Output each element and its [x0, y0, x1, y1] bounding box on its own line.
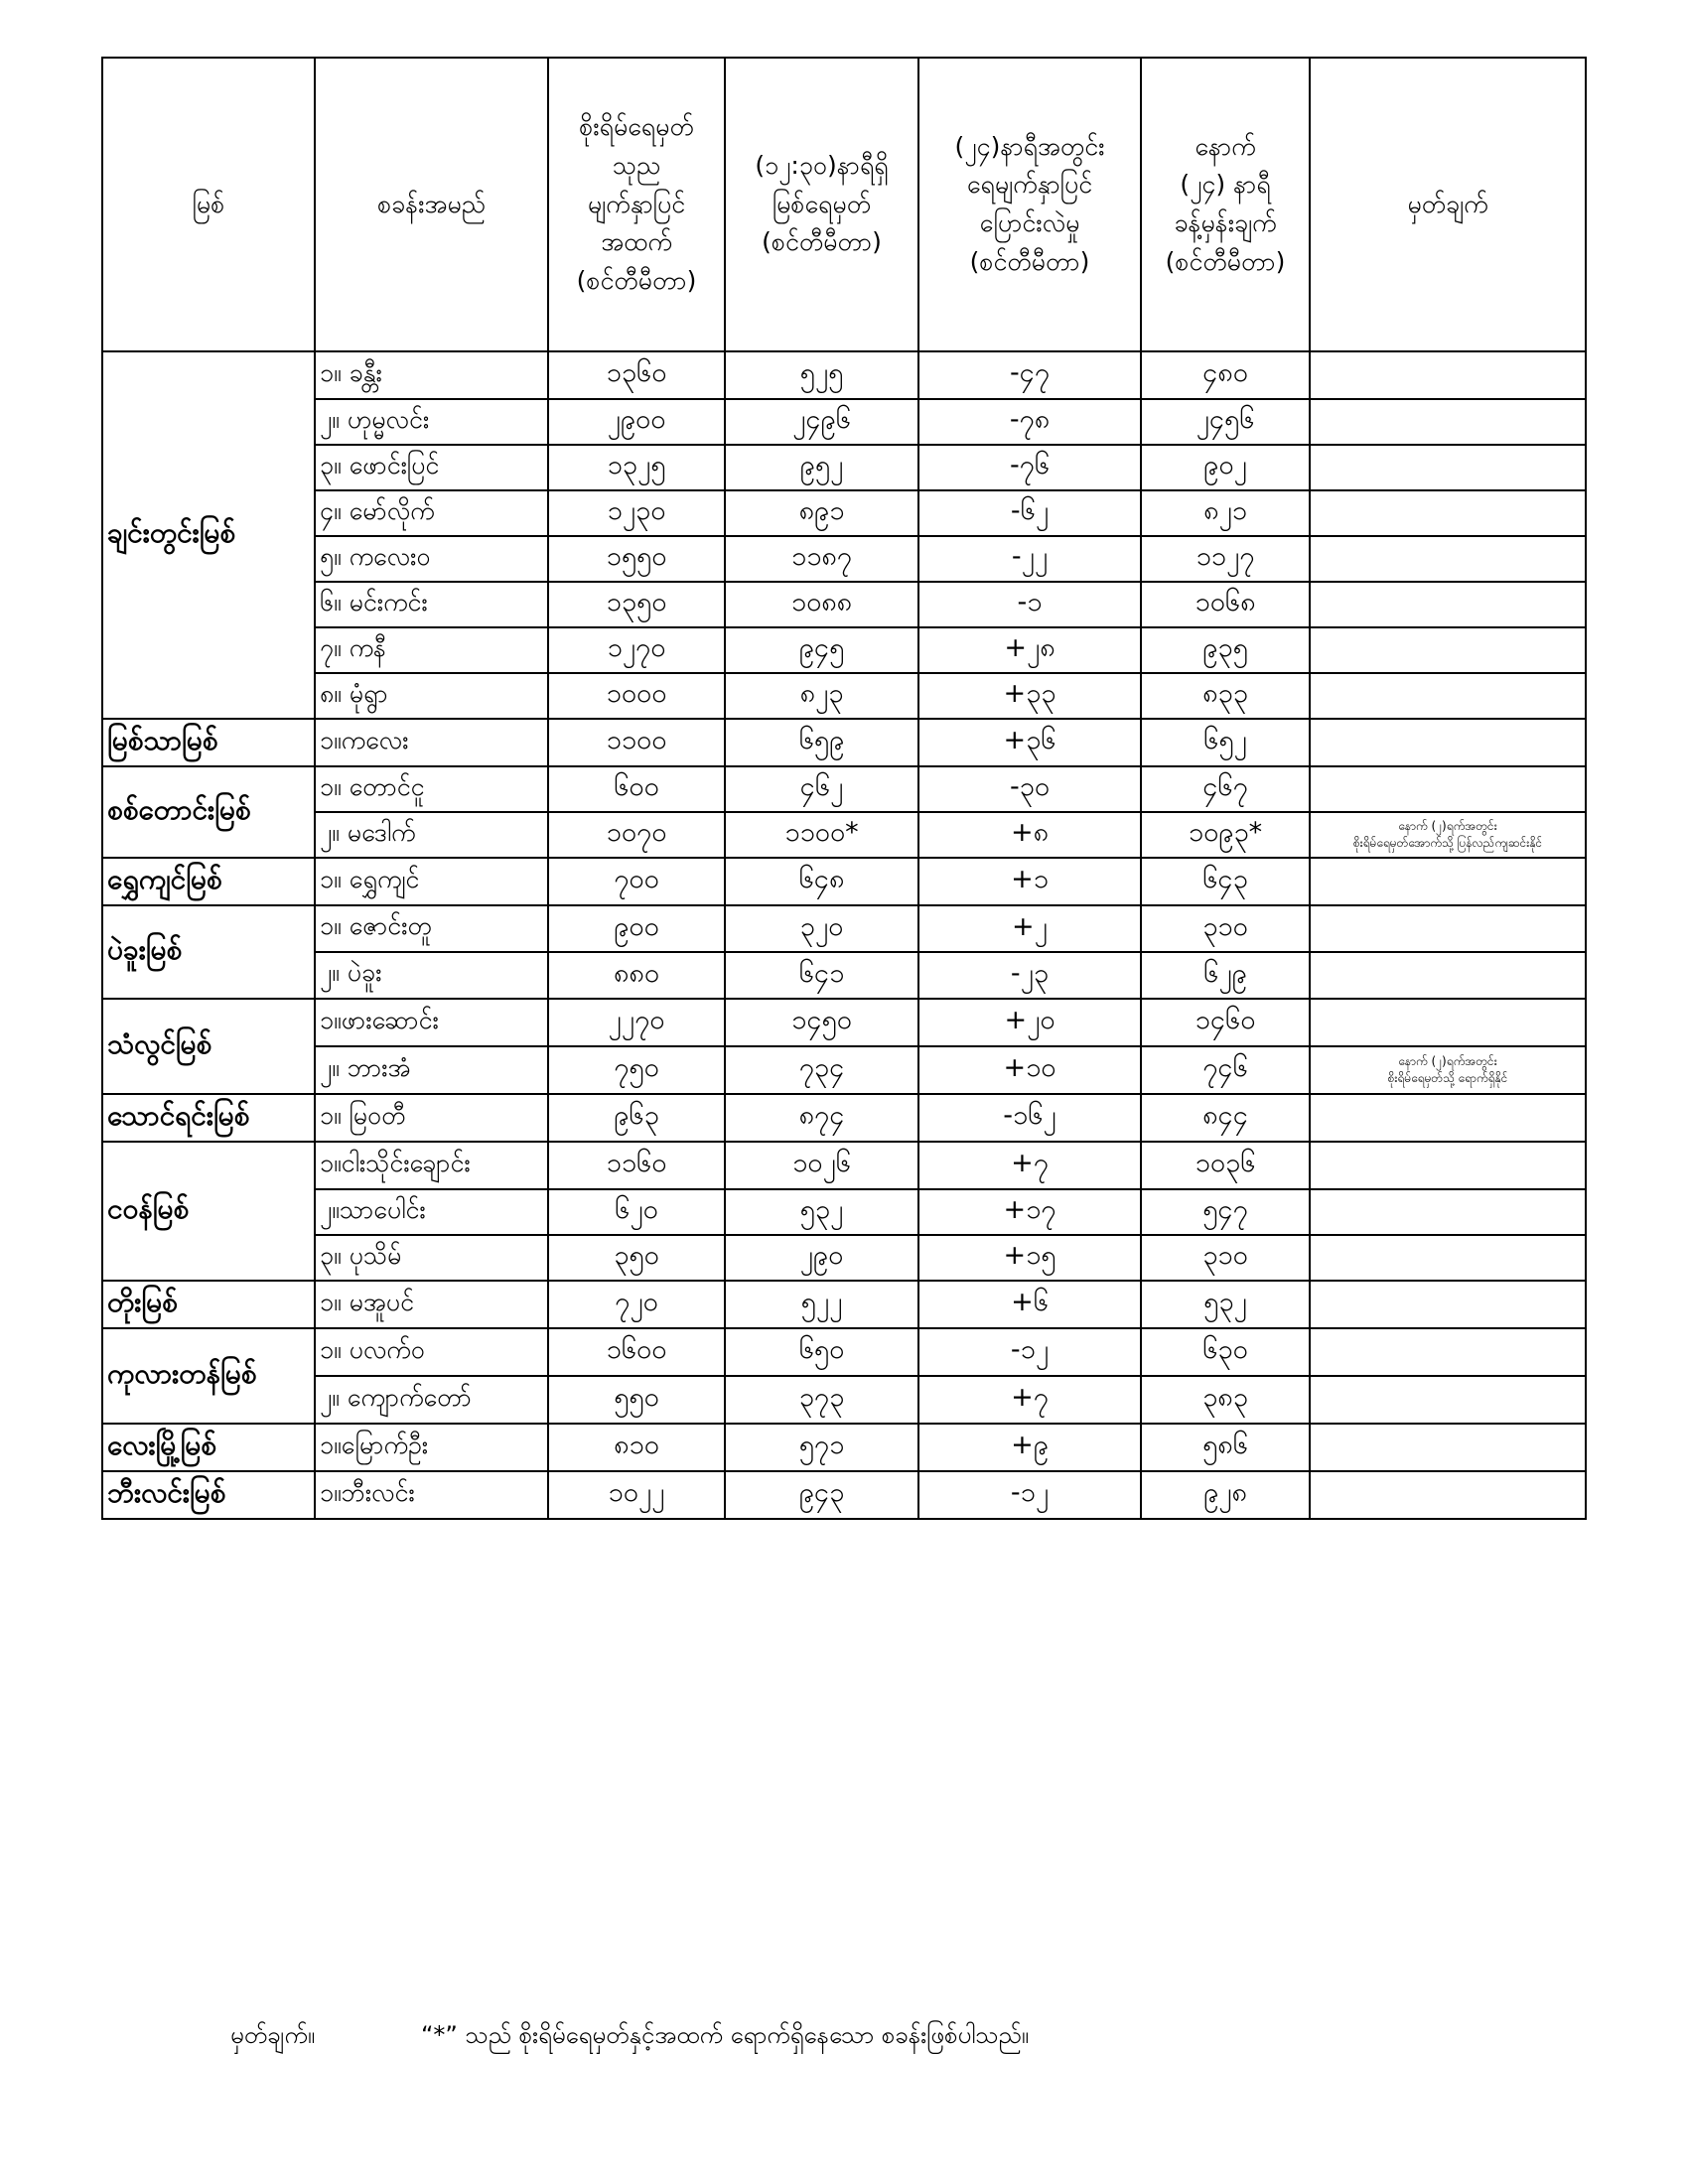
current-level-value: ၄၆၂ [725, 766, 918, 812]
current-level-value: ၉၅၂ [725, 445, 918, 490]
table-row [102, 1046, 1586, 1094]
river-name: ကုလားတန်မြစ် [102, 1328, 315, 1424]
change-value: -၃၀ [918, 766, 1141, 812]
danger-level-value: ၁၁၆၀ [548, 1142, 725, 1189]
remark-cell [1310, 1424, 1586, 1471]
remark-cell [1310, 1094, 1586, 1142]
current-level-value: ၈၉၁ [725, 490, 918, 536]
station-name: ၁။ ခန္တီး [315, 351, 548, 399]
table-row [102, 1328, 1586, 1376]
header-line: အထက် [601, 227, 672, 257]
change-value: -၇၆ [918, 445, 1141, 490]
forecast-value: ၃၁၀ [1141, 905, 1310, 952]
station-name: ၂။ ပဲခူး [315, 952, 548, 999]
forecast-value: ၉၃၅ [1141, 627, 1310, 673]
table-row [102, 1189, 1586, 1235]
change-value: +၁၅ [918, 1235, 1141, 1281]
danger-level-value: ၁၃၆၀ [548, 351, 725, 399]
header-line: စိုးရိမ်ရေမှတ် [579, 112, 694, 142]
danger-level-value: ၁၃၂၅ [548, 445, 725, 490]
table-row [102, 673, 1586, 719]
table-row [102, 1424, 1586, 1471]
change-value: -၁၆၂ [918, 1094, 1141, 1142]
remark-cell [1310, 905, 1586, 952]
danger-level-value: ၁၆၀၀ [548, 1328, 725, 1376]
table-row [102, 1094, 1586, 1142]
station-name: ၂။ ဟုမ္မလင်း [315, 399, 548, 445]
header-danger-level [548, 58, 725, 351]
current-level-value: ၃၂၀ [725, 905, 918, 952]
forecast-value: ၅၄၇ [1141, 1189, 1310, 1235]
forecast-value: ၁၀၃၆ [1141, 1142, 1310, 1189]
forecast-value: ၁၀၉၃* [1141, 812, 1310, 858]
danger-level-value: ၈၁၀ [548, 1424, 725, 1471]
remark-cell [1310, 812, 1586, 858]
change-value: +၁ [918, 858, 1141, 905]
header-line: သုည [612, 150, 661, 180]
table-row [102, 536, 1586, 582]
danger-level-value: ၁၀၂၂ [548, 1471, 725, 1519]
current-level-value: ၆၅၀ [725, 1328, 918, 1376]
table-row [102, 812, 1586, 858]
change-value: +၃၆ [918, 719, 1141, 766]
footnote-text: “*” သည် စိုးရိမ်ရေမှတ်နှင့်အထက် ရောက်ရှိနေသော စခန်းဖြစ်ပါသည်။ [421, 2021, 1030, 2049]
station-name: ၁။ ဇောင်းတူ [315, 905, 548, 952]
forecast-value: ၃၁၀ [1141, 1235, 1310, 1281]
station-name: ၅။ ကလေးဝ [315, 536, 548, 582]
header-line: (၂၄) နာရီ [1180, 170, 1271, 200]
forecast-value: ၅၈၆ [1141, 1424, 1310, 1471]
change-value: -၂၃ [918, 952, 1141, 999]
station-name: ၆။ မင်းကင်း [315, 582, 548, 627]
forecast-value: ၆၂၉ [1141, 952, 1310, 999]
remark-cell [1310, 766, 1586, 812]
station-name: ၁။ဖားဆောင်း [315, 999, 548, 1046]
change-value: +၇ [918, 1142, 1141, 1189]
table-row [102, 1281, 1586, 1328]
danger-level-value: ၁၁၀၀ [548, 719, 725, 766]
station-name: ၂။ မဒေါက် [315, 812, 548, 858]
remark-cell [1310, 490, 1586, 536]
remark-cell [1310, 858, 1586, 905]
current-level-value: ၂၄၉၆ [725, 399, 918, 445]
change-value: +၈ [918, 812, 1141, 858]
table-row [102, 999, 1586, 1046]
station-name: ၁။ကလေး [315, 719, 548, 766]
remark-line: စိုးရိမ်ရေမှတ်သို့ ရောက်ရှိနိုင် [1387, 1071, 1508, 1085]
station-name: ၄။ မော်လိုက် [315, 490, 548, 536]
change-value: -၁ [918, 582, 1141, 627]
current-level-value: ၁၄၅၀ [725, 999, 918, 1046]
header-station: စခန်းအမည် [315, 58, 548, 351]
remark-cell [1310, 1281, 1586, 1328]
table-row [102, 399, 1586, 445]
header-line: မျက်နှာပြင် [587, 189, 686, 218]
remark-cell [1310, 1471, 1586, 1519]
river-name: ပဲခူးမြစ် [102, 905, 315, 999]
current-level-value: ၁၀၈၈ [725, 582, 918, 627]
header-forecast-24h [1141, 58, 1310, 351]
header-row [102, 58, 1586, 351]
danger-level-value: ၁၃၅၀ [548, 582, 725, 627]
current-level-value: ၁၁၀၀* [725, 812, 918, 858]
danger-level-value: ၂၉၀၀ [548, 399, 725, 445]
current-level-value: ၆၅၉ [725, 719, 918, 766]
remark-cell [1310, 1046, 1586, 1094]
danger-level-value: ၅၅၀ [548, 1376, 725, 1424]
danger-level-value: ၉၆၃ [548, 1094, 725, 1142]
station-name: ၁။ တောင်ငူ [315, 766, 548, 812]
danger-level-value: ၃၅၀ [548, 1235, 725, 1281]
current-level-value: ၂၉၀ [725, 1235, 918, 1281]
change-value: +၂ [918, 905, 1141, 952]
current-level-value: ၈၂၃ [725, 673, 918, 719]
change-value: +၆ [918, 1281, 1141, 1328]
danger-level-value: ၁၀၀၀ [548, 673, 725, 719]
forecast-value: ၈၄၄ [1141, 1094, 1310, 1142]
river-name: ရွှေကျင်မြစ် [102, 858, 315, 905]
header-level-1230 [725, 58, 918, 351]
remark-line: နောက် (၂)ရက်အတွင်း [1398, 818, 1497, 833]
remark-cell [1310, 673, 1586, 719]
change-value: +၃၃ [918, 673, 1141, 719]
forecast-value: ၄၆၇ [1141, 766, 1310, 812]
danger-level-value: ၆၀၀ [548, 766, 725, 812]
remark-cell [1310, 445, 1586, 490]
current-level-value: ၈၇၄ [725, 1094, 918, 1142]
footnote [230, 2019, 1029, 2055]
header-line: (စင်တီမီတာ) [1165, 246, 1286, 276]
current-level-value: ၅၂၅ [725, 351, 918, 399]
change-value: -၇၈ [918, 399, 1141, 445]
current-level-value: ၅၃၂ [725, 1189, 918, 1235]
remark-cell [1310, 1189, 1586, 1235]
river-name: မြစ်သာမြစ် [102, 719, 315, 766]
table-row [102, 490, 1586, 536]
header-line: (စင်တီမီတာ) [576, 266, 697, 296]
station-name: ၇။ ကနီ [315, 627, 548, 673]
table-row [102, 719, 1586, 766]
header-line: (စင်တီမီတာ) [762, 227, 882, 257]
forecast-value: ၆၄၃ [1141, 858, 1310, 905]
station-name: ၂။သာပေါင်း [315, 1189, 548, 1235]
danger-level-value: ၈၈၀ [548, 952, 725, 999]
forecast-value: ၁၄၆၀ [1141, 999, 1310, 1046]
forecast-value: ၆၅၂ [1141, 719, 1310, 766]
station-name: ၁။ငါးသိုင်းချောင်း [315, 1142, 548, 1189]
station-name: ၃။ ပုသိမ် [315, 1235, 548, 1281]
forecast-value: ၁၀၆၈ [1141, 582, 1310, 627]
remark-cell [1310, 1142, 1586, 1189]
change-value: +၁၇ [918, 1189, 1141, 1235]
remark-cell [1310, 1328, 1586, 1376]
danger-level-value: ၆၂၀ [548, 1189, 725, 1235]
current-level-value: ၅၂၂ [725, 1281, 918, 1328]
station-name: ၂။ ကျောက်တော် [315, 1376, 548, 1424]
remark-cell [1310, 627, 1586, 673]
danger-level-value: ၂၂၇၀ [548, 999, 725, 1046]
river-name: လေးမြို့မြစ် [102, 1424, 315, 1471]
table-row [102, 1235, 1586, 1281]
station-name: ၁။ မြဝတီ [315, 1094, 548, 1142]
remark-cell [1310, 399, 1586, 445]
danger-level-value: ၉၀၀ [548, 905, 725, 952]
current-level-value: ၇၃၄ [725, 1046, 918, 1094]
river-name: တိုးမြစ် [102, 1281, 315, 1328]
header-line: (၁၂:၃၀)နာရီရှိ [755, 150, 889, 180]
current-level-value: ၃၇၃ [725, 1376, 918, 1424]
forecast-value: ၂၄၅၆ [1141, 399, 1310, 445]
remark-cell [1310, 351, 1586, 399]
change-value: +၉ [918, 1424, 1141, 1471]
remark-line: နောက် (၂)ရက်အတွင်း [1398, 1053, 1497, 1068]
river-name: သံလွင်မြစ် [102, 999, 315, 1094]
danger-level-value: ၁၀၇၀ [548, 812, 725, 858]
remark-cell [1310, 536, 1586, 582]
table-row [102, 1376, 1586, 1424]
table-row [102, 1471, 1586, 1519]
current-level-value: ၆၄၈ [725, 858, 918, 905]
change-value: -၆၂ [918, 490, 1141, 536]
station-name: ၈။ မုံရွာ [315, 673, 548, 719]
header-change-24h [918, 58, 1141, 351]
header-line: ပြောင်းလဲမှု [979, 208, 1080, 237]
forecast-value: ၉၀၂ [1141, 445, 1310, 490]
danger-level-value: ၁၂၇၀ [548, 627, 725, 673]
forecast-value: ၃၈၃ [1141, 1376, 1310, 1424]
change-value: +၂၈ [918, 627, 1141, 673]
current-level-value: ၅၇၁ [725, 1424, 918, 1471]
current-level-value: ၁၀၂၆ [725, 1142, 918, 1189]
change-value: -၂၂ [918, 536, 1141, 582]
table-row [102, 1142, 1586, 1189]
station-name: ၃။ ဖောင်းပြင် [315, 445, 548, 490]
current-level-value: ၉၄၃ [725, 1471, 918, 1519]
river-name: စစ်တောင်းမြစ် [102, 766, 315, 858]
forecast-value: ၁၁၂၇ [1141, 536, 1310, 582]
footnote-label: မှတ်ချက်။ [230, 2021, 316, 2049]
change-value: -၄၇ [918, 351, 1141, 399]
remark-cell [1310, 952, 1586, 999]
table-row [102, 858, 1586, 905]
river-water-level-table [101, 57, 1587, 1520]
header-line: (၂၄)နာရီအတွင်း [954, 131, 1105, 161]
header-line: (စင်တီမီတာ) [969, 246, 1090, 276]
forecast-value: ၇၄၆ [1141, 1046, 1310, 1094]
remark-cell [1310, 1235, 1586, 1281]
table-row [102, 351, 1586, 399]
current-level-value: ၁၁၈၇ [725, 536, 918, 582]
header-line: ရေမျက်နှာပြင် [966, 170, 1093, 200]
change-value: -၁၂ [918, 1471, 1141, 1519]
table-row [102, 582, 1586, 627]
forecast-value: ၉၂၈ [1141, 1471, 1310, 1519]
header-river: မြစ် [102, 58, 315, 351]
danger-level-value: ၁၅၅၀ [548, 536, 725, 582]
table-row [102, 952, 1586, 999]
station-name: ၁။ မအူပင် [315, 1281, 548, 1328]
station-name: ၁။မြောက်ဦး [315, 1424, 548, 1471]
forecast-value: ၄၈၀ [1141, 351, 1310, 399]
header-remarks: မှတ်ချက် [1310, 58, 1586, 351]
change-value: +၂၀ [918, 999, 1141, 1046]
change-value: -၁၂ [918, 1328, 1141, 1376]
current-level-value: ၉၄၅ [725, 627, 918, 673]
remark-cell [1310, 1376, 1586, 1424]
station-name: ၁။ ပလက်ဝ [315, 1328, 548, 1376]
remark-cell [1310, 582, 1586, 627]
station-name: ၂။ ဘားအံ [315, 1046, 548, 1094]
header-line: နောက် [1195, 131, 1256, 161]
river-name: သောင်ရင်းမြစ် [102, 1094, 315, 1142]
danger-level-value: ၁၂၃၀ [548, 490, 725, 536]
remark-cell [1310, 719, 1586, 766]
table-body [102, 351, 1586, 1519]
station-name: ၁။ ရွှေကျင် [315, 858, 548, 905]
station-name: ၁။ဘီးလင်း [315, 1471, 548, 1519]
river-name: ငဝန်မြစ် [102, 1142, 315, 1281]
danger-level-value: ၇၅၀ [548, 1046, 725, 1094]
table-row [102, 766, 1586, 812]
remark-cell [1310, 999, 1586, 1046]
header-line: မြစ်ရေမှတ် [772, 189, 872, 218]
current-level-value: ၆၄၁ [725, 952, 918, 999]
table-row [102, 627, 1586, 673]
danger-level-value: ၇၀၀ [548, 858, 725, 905]
table-row [102, 905, 1586, 952]
forecast-value: ၈၃၃ [1141, 673, 1310, 719]
river-name: ချင်းတွင်းမြစ် [102, 351, 315, 719]
danger-level-value: ၇၂၀ [548, 1281, 725, 1328]
header-line: ခန့်မှန်းချက် [1174, 208, 1277, 237]
forecast-value: ၅၃၂ [1141, 1281, 1310, 1328]
change-value: +၇ [918, 1376, 1141, 1424]
forecast-value: ၈၂၁ [1141, 490, 1310, 536]
change-value: +၁၀ [918, 1046, 1141, 1094]
remark-line: စိုးရိမ်ရေမှတ်အောက်သို့ ပြန်လည်ကျဆင်းနိုင် [1352, 836, 1543, 850]
river-name: ဘီးလင်းမြစ် [102, 1471, 315, 1519]
forecast-value: ၆၃၀ [1141, 1328, 1310, 1376]
table-row [102, 445, 1586, 490]
